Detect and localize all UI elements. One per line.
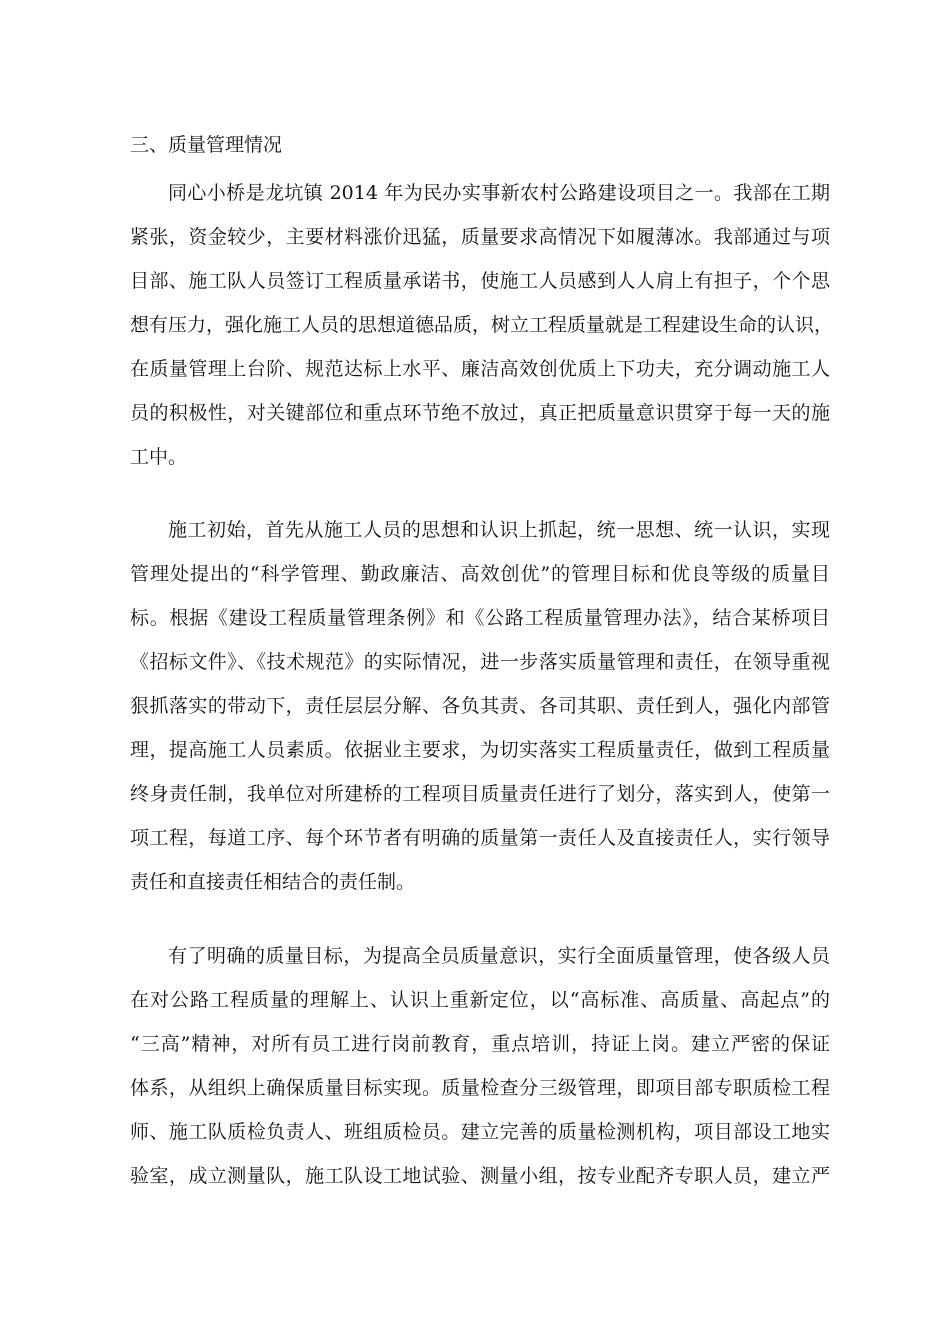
paragraph-2-line-1: 施工初始，首先从施工人员的思想和认识上抓起，统一思想、统一认识，实现 xyxy=(168,519,830,541)
paragraph-2-line-9: 责任和直接责任相结合的责任制。 xyxy=(130,871,416,893)
paragraph-3-line-6: 验室，成立测量队，施工队设工地试验、测量小组，按专业配齐专职人员，建立严 xyxy=(130,1165,830,1187)
paragraph-1-line-2: 紧张，资金较少，主要材料涨价迅猛，质量要求高情况下如履薄冰。我部通过与项 xyxy=(130,226,830,248)
paragraph-2-line-6: 理，提高施工人员素质。依据业主要求，为切实落实工程质量责任，做到工程质量 xyxy=(130,739,830,761)
paragraph-3-line-1: 有了明确的质量目标，为提高全员质量意识，实行全面质量管理，使各级人员 xyxy=(168,945,830,967)
paragraph-3-line-5: 师、施工队质检负责人、班组质检员。建立完善的质量检测机构，项目部设工地实 xyxy=(130,1121,830,1143)
paragraph-2-line-3: 标。根据《建设工程质量管理条例》和《公路工程质量管理办法》，结合某桥项目 xyxy=(130,607,830,629)
paragraph-1-line-6: 员的积极性，对关键部位和重点环节绝不放过，真正把质量意识贯穿于每一天的施 xyxy=(130,402,830,424)
paragraph-2-line-5: 狠抓落实的带动下，责任层层分解、各负其责、各司其职、责任到人，强化内部管 xyxy=(130,695,830,717)
paragraph-2-line-2: 管理处提出的“科学管理、勤政廉洁、高效创优”的管理目标和优良等级的质量目 xyxy=(130,563,830,585)
paragraph-2-line-8: 项工程，每道工序、每个环节者有明确的质量第一责任人及直接责任人，实行领导 xyxy=(130,827,830,849)
section-heading: 三、质量管理情况 xyxy=(130,134,283,156)
paragraph-1-line-4: 想有压力，强化施工人员的思想道德品质，树立工程质量就是工程建设生命的认识， xyxy=(130,314,834,336)
paragraph-3-line-4: 体系，从组织上确保质量目标实现。质量检查分三级管理，即项目部专职质检工程 xyxy=(130,1077,830,1099)
paragraph-1-line-7: 工中。 xyxy=(130,446,188,468)
paragraph-2-line-7: 终身责任制，我单位对所建桥的工程项目质量责任进行了划分，落实到人，使第一 xyxy=(130,783,830,805)
paragraph-1-line-1: 同心小桥是龙坑镇 2014 年为民办实事新农村公路建设项目之一。我部在工期 xyxy=(168,182,830,204)
paragraph-3-line-2: 在对公路工程质量的理解上、认识上重新定位，以“高标准、高质量、高起点”的 xyxy=(130,989,830,1011)
paragraph-1-line-5: 在质量管理上台阶、规范达标上水平、廉洁高效创优质上下功夫，充分调动施工人 xyxy=(130,358,830,380)
paragraph-3-line-3: “三高”精神，对所有员工进行岗前教育，重点培训，持证上岗。建立严密的保证 xyxy=(130,1033,830,1055)
paragraph-2-line-4: 《招标文件》、《技术规范》的实际情况，进一步落实质量管理和责任，在领导重视 xyxy=(130,651,830,673)
paragraph-1-line-3: 目部、施工队人员签订工程质量承诺书，使施工人员感到人人肩上有担子，个个思 xyxy=(130,270,830,292)
